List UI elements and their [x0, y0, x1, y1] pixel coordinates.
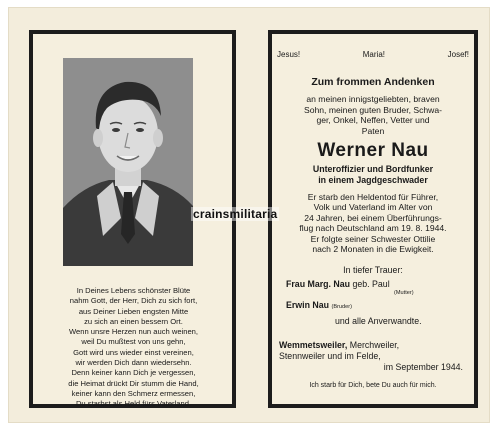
portrait-photo	[63, 58, 193, 266]
poem-line: weil Du mußtest von uns gehn,	[81, 337, 186, 347]
death-line: flug nach Deutschland am 19. 8. 1944.	[299, 223, 447, 234]
poem-line: die Heimat drückt Dir stumm die Hand,	[68, 378, 199, 388]
closing-motto: Ich starb für Dich, bete Du auch für mich.	[309, 382, 437, 389]
poem-line: In Deines Lebens schönster Blüte	[76, 286, 191, 295]
rank-line: in einem Jagdgeschwader	[318, 174, 428, 185]
mourner-mother	[286, 279, 469, 296]
death-notice	[277, 192, 469, 254]
place-line3: im September 1944.	[383, 361, 463, 372]
card-title: Zum frommen Andenken	[311, 76, 435, 88]
invocation-jesus: Jesus!	[277, 50, 301, 59]
relatives-line: und alle Anverwandte.	[335, 316, 422, 326]
death-line: Er folgte seiner Schwester Ottilie	[310, 233, 436, 244]
death-line: Er starb den Heldentod für Führer,	[307, 192, 439, 202]
mourner-relation: (Bruder)	[331, 304, 352, 310]
mourner-name: Erwin Nau	[286, 300, 330, 310]
memorial-card	[9, 8, 489, 422]
rank	[277, 164, 469, 185]
invocation-maria: Maria!	[362, 50, 385, 59]
mourner-name: Frau Marg. Nau	[286, 279, 351, 289]
deceased-name: Werner Nau	[317, 140, 429, 161]
place-date	[277, 340, 469, 372]
poem-line: aus Deiner Lieben engsten Mitte	[78, 306, 189, 316]
poem-line: wir werden Dich dann wiedersehn.	[75, 358, 192, 368]
poem-line: Denn keiner kann Dich je vergessen,	[71, 368, 196, 378]
poem-line: Du starbst als Held fürs Vaterland.	[75, 399, 192, 409]
dedication-line: ger, Onkel, Neffen, Vetter und	[316, 115, 430, 125]
dedication-line: an meinen innigstgeliebten, braven	[306, 94, 440, 104]
rank-line: Unteroffizier und Bordfunker	[312, 164, 434, 174]
mourning-label: In tiefer Trauer:	[343, 265, 403, 275]
dedication-line: Paten	[361, 125, 385, 136]
memorial-poem	[39, 286, 228, 410]
mourner-brother	[286, 300, 469, 310]
poem-line: Gott wird uns wieder einst vereinen,	[73, 347, 194, 357]
poem-line: zu sich an einen bessern Ort.	[84, 316, 183, 326]
right-panel	[268, 30, 478, 408]
portrait-illustration	[63, 58, 193, 266]
invocation-josef: Josef!	[447, 50, 469, 59]
poem-line: Wenn unsre Herzen nun auch weinen,	[68, 327, 199, 337]
poem-line: nahm Gott, der Herr, Dich zu sich fort,	[69, 296, 198, 306]
poem-line: keiner kann den Schmerz ermessen,	[71, 388, 196, 398]
death-line: Volk und Vaterland im Alter von	[313, 202, 433, 213]
watermark: crainsmilitaria	[193, 207, 278, 221]
invocation	[277, 50, 469, 59]
place-town: Wemmetsweiler,	[279, 340, 348, 350]
mourner-suffix: geb. Paul	[352, 279, 390, 289]
mourner-relation: (Mutter)	[394, 290, 414, 296]
place-line1: Merchweiler,	[349, 340, 400, 350]
dedication-line: Sohn, meinen guten Bruder, Schwa-	[303, 104, 443, 115]
dedication	[277, 94, 469, 136]
death-line: 24 Jahren, bei einem Überführungs-	[304, 212, 442, 223]
place-line2: Stennweiler und im Felde,	[279, 350, 381, 361]
death-line: nach 2 Monaten in die Ewigkeit.	[312, 244, 434, 255]
